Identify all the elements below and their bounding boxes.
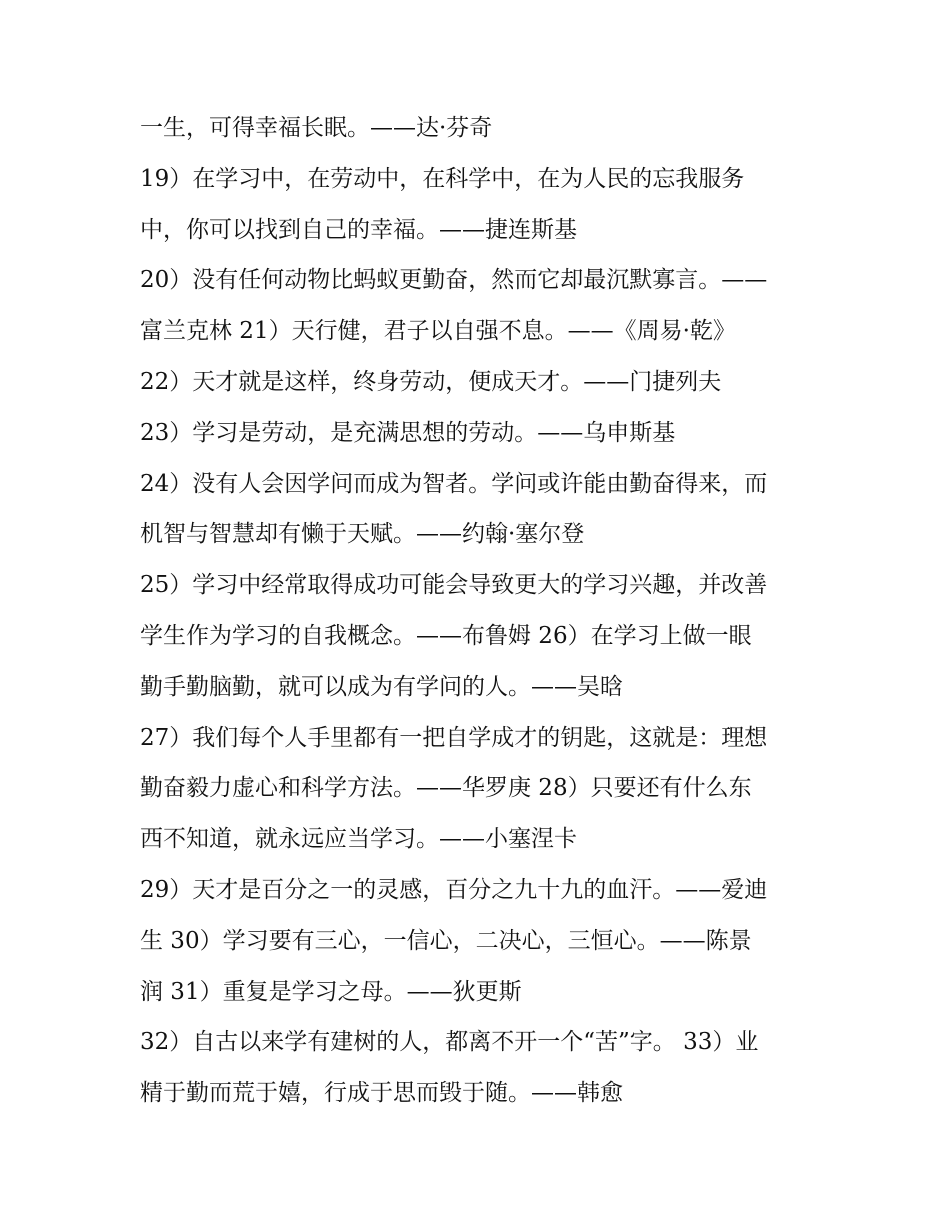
text-line: 勤手勤脑勤，就可以成为有学问的人。——吴晗	[140, 673, 623, 700]
text-line: 富兰克林 21）天行健，君子以自强不息。——《周易·乾》	[140, 318, 736, 345]
text-line: 学生作为学习的自我概念。——布鲁姆 26）在学习上做一眼	[140, 622, 752, 649]
text-line: 27）我们每个人手里都有一把自学成才的钥匙，这就是：理想	[140, 724, 768, 751]
text-line: 润 31）重复是学习之母。——狄更斯	[140, 978, 522, 1005]
text-line: 23）学习是劳动，是充满思想的劳动。——乌申斯基	[140, 419, 676, 446]
text-line: 19）在学习中，在劳动中，在科学中，在为人民的忘我服务	[140, 165, 745, 192]
text-line: 勤奋毅力虚心和科学方法。——华罗庚 28）只要还有什么东	[140, 775, 752, 802]
text-line: 24）没有人会因学问而成为智者。学问或许能由勤奋得来，而	[140, 470, 768, 497]
text-line: 精于勤而荒于嬉，行成于思而毁于随。——韩愈	[140, 1080, 623, 1107]
text-line: 29）天才是百分之一的灵感，百分之九十九的血汗。——爱迪	[140, 876, 768, 903]
text-line: 机智与智慧却有懒于天赋。——约翰·塞尔登	[140, 521, 585, 548]
text-line: 32）自古以来学有建树的人，都离不开一个“苦”字。 33）业	[140, 1029, 759, 1056]
text-line: 西不知道，就永远应当学习。——小塞涅卡	[140, 826, 577, 853]
text-line: 生 30）学习要有三心，一信心，二决心，三恒心。——陈景	[140, 927, 752, 954]
text-line: 20）没有任何动物比蚂蚁更勤奋，然而它却最沉默寡言。——	[140, 267, 768, 294]
text-line: 22）天才就是这样，终身劳动，便成天才。——门捷列夫	[140, 368, 722, 395]
text-line: 一生，可得幸福长眠。——达·芬奇	[140, 115, 493, 141]
text-body	[140, 103, 840, 1119]
text-line: 25）学习中经常取得成功可能会导致更大的学习兴趣，并改善	[140, 572, 768, 599]
text-line: 中，你可以找到自己的幸福。——捷连斯基	[140, 216, 577, 243]
